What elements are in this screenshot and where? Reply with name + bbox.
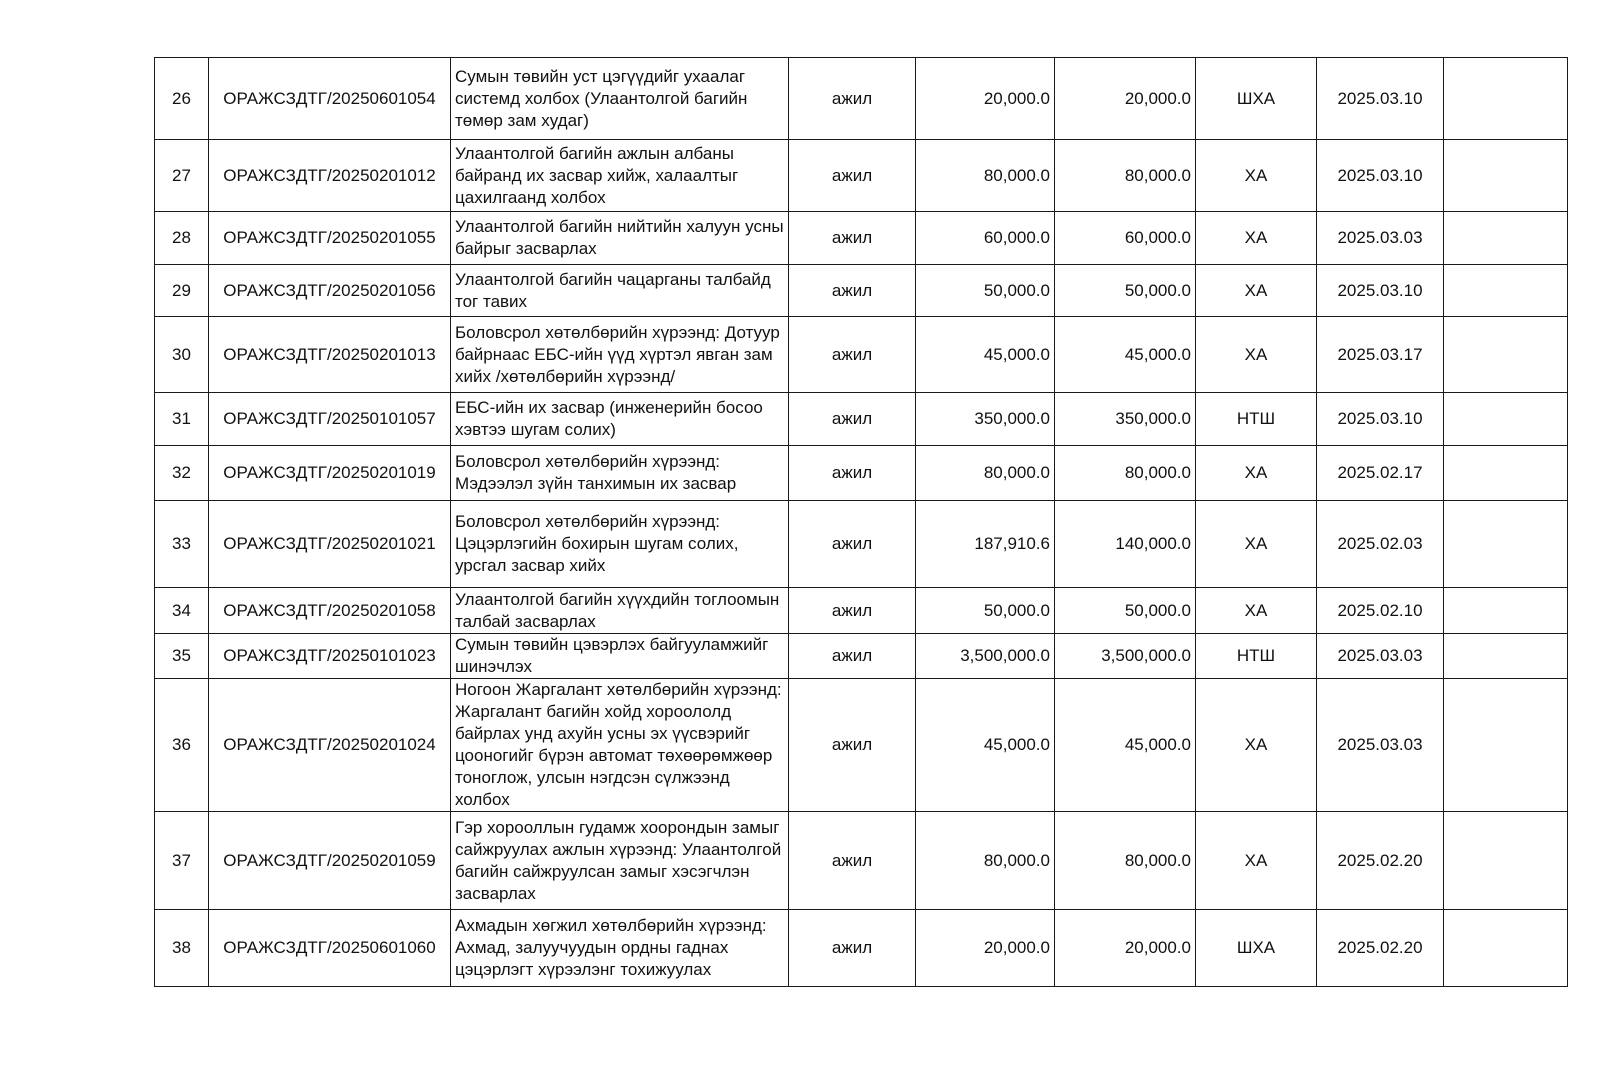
start-date: 2025.02.03 (1317, 501, 1444, 588)
project-name: Улаантолгой багийн хүүхдийн тоглоомын талбай засварлах (451, 588, 789, 634)
budget-amount: 80,000.0 (1055, 140, 1196, 212)
note-cell (1444, 317, 1568, 393)
note-cell (1444, 446, 1568, 501)
procurement-type: ажил (789, 812, 916, 910)
row-number: 29 (155, 265, 209, 317)
project-name: Улаантолгой багийн ажлын албаны байранд их засвар хийж, халаалтыг цахилгаанд холбох (451, 140, 789, 212)
table-row (155, 446, 1568, 501)
procurement-method: ШХА (1196, 910, 1317, 987)
start-date: 2025.02.17 (1317, 446, 1444, 501)
start-date: 2025.03.10 (1317, 393, 1444, 446)
procurement-method: ХА (1196, 446, 1317, 501)
row-number: 28 (155, 212, 209, 265)
start-date: 2025.03.17 (1317, 317, 1444, 393)
estimated-amount: 80,000.0 (916, 446, 1055, 501)
procurement-code: ОРАЖСЗДТГ/20250601054 (209, 58, 451, 140)
procurement-code: ОРАЖСЗДТГ/20250101057 (209, 393, 451, 446)
procurement-table (154, 57, 1568, 987)
procurement-type: ажил (789, 317, 916, 393)
estimated-amount: 60,000.0 (916, 212, 1055, 265)
procurement-method: ХА (1196, 588, 1317, 634)
procurement-type: ажил (789, 679, 916, 812)
procurement-method: ХА (1196, 140, 1317, 212)
row-number: 31 (155, 393, 209, 446)
row-number: 35 (155, 634, 209, 679)
budget-amount: 45,000.0 (1055, 317, 1196, 393)
start-date: 2025.02.20 (1317, 812, 1444, 910)
table-row (155, 212, 1568, 265)
procurement-code: ОРАЖСЗДТГ/20250101023 (209, 634, 451, 679)
estimated-amount: 3,500,000.0 (916, 634, 1055, 679)
procurement-type: ажил (789, 588, 916, 634)
procurement-type: ажил (789, 265, 916, 317)
procurement-type: ажил (789, 634, 916, 679)
procurement-method: ХА (1196, 679, 1317, 812)
start-date: 2025.02.20 (1317, 910, 1444, 987)
project-name: Сумын төвийн цэвэрлэх байгууламжийг шинэчлэх (451, 634, 789, 679)
procurement-code: ОРАЖСЗДТГ/20250201058 (209, 588, 451, 634)
table-row (155, 265, 1568, 317)
estimated-amount: 50,000.0 (916, 588, 1055, 634)
note-cell (1444, 634, 1568, 679)
estimated-amount: 45,000.0 (916, 679, 1055, 812)
note-cell (1444, 910, 1568, 987)
row-number: 36 (155, 679, 209, 812)
estimated-amount: 80,000.0 (916, 140, 1055, 212)
estimated-amount: 20,000.0 (916, 910, 1055, 987)
estimated-amount: 350,000.0 (916, 393, 1055, 446)
row-number: 37 (155, 812, 209, 910)
budget-amount: 80,000.0 (1055, 812, 1196, 910)
budget-amount: 140,000.0 (1055, 501, 1196, 588)
procurement-type: ажил (789, 58, 916, 140)
table-row (155, 140, 1568, 212)
project-name: Гэр хорооллын гудамж хоорондын замыг сайжруулах ажлын хүрээнд: Улаантолгой багийн сайжруулсан замыг хэсэгчлэн засварлах (451, 812, 789, 910)
procurement-code: ОРАЖСЗДТГ/20250201019 (209, 446, 451, 501)
procurement-code: ОРАЖСЗДТГ/20250201056 (209, 265, 451, 317)
estimated-amount: 50,000.0 (916, 265, 1055, 317)
budget-amount: 20,000.0 (1055, 910, 1196, 987)
table-row (155, 393, 1568, 446)
procurement-method: НТШ (1196, 393, 1317, 446)
note-cell (1444, 588, 1568, 634)
project-name: Ахмадын хөгжил хөтөлбөрийн хүрээнд: Ахмад, залуучуудын ордны гаднах цэцэрлэгт хүрээлэнг тохижуулах (451, 910, 789, 987)
project-name: Боловсрол хөтөлбөрийн хүрээнд: Мэдээлэл зүйн танхимын их засвар (451, 446, 789, 501)
note-cell (1444, 212, 1568, 265)
start-date: 2025.03.03 (1317, 679, 1444, 812)
procurement-code: ОРАЖСЗДТГ/20250201012 (209, 140, 451, 212)
project-name: Улаантолгой багийн чацарганы талбайд тог тавих (451, 265, 789, 317)
procurement-method: НТШ (1196, 634, 1317, 679)
budget-amount: 60,000.0 (1055, 212, 1196, 265)
note-cell (1444, 812, 1568, 910)
table-row (155, 588, 1568, 634)
project-name: ЕБС-ийн их засвар (инженерийн босоо хэвтээ шугам солих) (451, 393, 789, 446)
procurement-code: ОРАЖСЗДТГ/20250201024 (209, 679, 451, 812)
procurement-code: ОРАЖСЗДТГ/20250201059 (209, 812, 451, 910)
procurement-code: ОРАЖСЗДТГ/20250201021 (209, 501, 451, 588)
row-number: 38 (155, 910, 209, 987)
procurement-method: ХА (1196, 317, 1317, 393)
procurement-code: ОРАЖСЗДТГ/20250601060 (209, 910, 451, 987)
budget-amount: 20,000.0 (1055, 58, 1196, 140)
procurement-type: ажил (789, 501, 916, 588)
table-row (155, 634, 1568, 679)
row-number: 32 (155, 446, 209, 501)
note-cell (1444, 393, 1568, 446)
row-number: 30 (155, 317, 209, 393)
budget-amount: 350,000.0 (1055, 393, 1196, 446)
table-row (155, 317, 1568, 393)
note-cell (1444, 265, 1568, 317)
start-date: 2025.03.10 (1317, 265, 1444, 317)
procurement-type: ажил (789, 393, 916, 446)
row-number: 26 (155, 58, 209, 140)
estimated-amount: 187,910.6 (916, 501, 1055, 588)
note-cell (1444, 501, 1568, 588)
project-name: Сумын төвийн уст цэгүүдийг ухаалаг системд холбох (Улаантолгой багийн төмөр зам худаг) (451, 58, 789, 140)
project-name: Ногоон Жаргалант хөтөлбөрийн хүрээнд: Жаргалант багийн хойд хороололд байрлах унд ахуйн усны эх үүсвэрийг цооногийг бүрэн автомат төхөөрөмжөөр тоноглож, улсын нэгдсэн сүлжээнд холбох (451, 679, 789, 812)
procurement-method: ХА (1196, 212, 1317, 265)
budget-amount: 45,000.0 (1055, 679, 1196, 812)
procurement-type: ажил (789, 212, 916, 265)
note-cell (1444, 679, 1568, 812)
row-number: 27 (155, 140, 209, 212)
table-body (155, 58, 1568, 987)
note-cell (1444, 58, 1568, 140)
table-row (155, 501, 1568, 588)
budget-amount: 3,500,000.0 (1055, 634, 1196, 679)
estimated-amount: 45,000.0 (916, 317, 1055, 393)
estimated-amount: 80,000.0 (916, 812, 1055, 910)
start-date: 2025.03.10 (1317, 140, 1444, 212)
start-date: 2025.02.10 (1317, 588, 1444, 634)
project-name: Боловсрол хөтөлбөрийн хүрээнд: Цэцэрлэгийн бохирын шугам солих, урсгал засвар хийх (451, 501, 789, 588)
table-row (155, 679, 1568, 812)
procurement-method: ХА (1196, 265, 1317, 317)
project-name: Улаантолгой багийн нийтийн халуун усны байрыг засварлах (451, 212, 789, 265)
procurement-method: ХА (1196, 812, 1317, 910)
budget-amount: 50,000.0 (1055, 588, 1196, 634)
project-name: Боловсрол хөтөлбөрийн хүрээнд: Дотуур байрнаас ЕБС-ийн үүд хүртэл явган зам хийх /хөтөлбөрийн хүрээнд/ (451, 317, 789, 393)
estimated-amount: 20,000.0 (916, 58, 1055, 140)
note-cell (1444, 140, 1568, 212)
budget-amount: 50,000.0 (1055, 265, 1196, 317)
budget-amount: 80,000.0 (1055, 446, 1196, 501)
start-date: 2025.03.03 (1317, 212, 1444, 265)
table-row (155, 812, 1568, 910)
procurement-type: ажил (789, 140, 916, 212)
procurement-code: ОРАЖСЗДТГ/20250201055 (209, 212, 451, 265)
procurement-type: ажил (789, 910, 916, 987)
procurement-type: ажил (789, 446, 916, 501)
row-number: 34 (155, 588, 209, 634)
start-date: 2025.03.03 (1317, 634, 1444, 679)
procurement-method: ХА (1196, 501, 1317, 588)
procurement-method: ШХА (1196, 58, 1317, 140)
row-number: 33 (155, 501, 209, 588)
table-row (155, 910, 1568, 987)
procurement-code: ОРАЖСЗДТГ/20250201013 (209, 317, 451, 393)
start-date: 2025.03.10 (1317, 58, 1444, 140)
table-row (155, 58, 1568, 140)
